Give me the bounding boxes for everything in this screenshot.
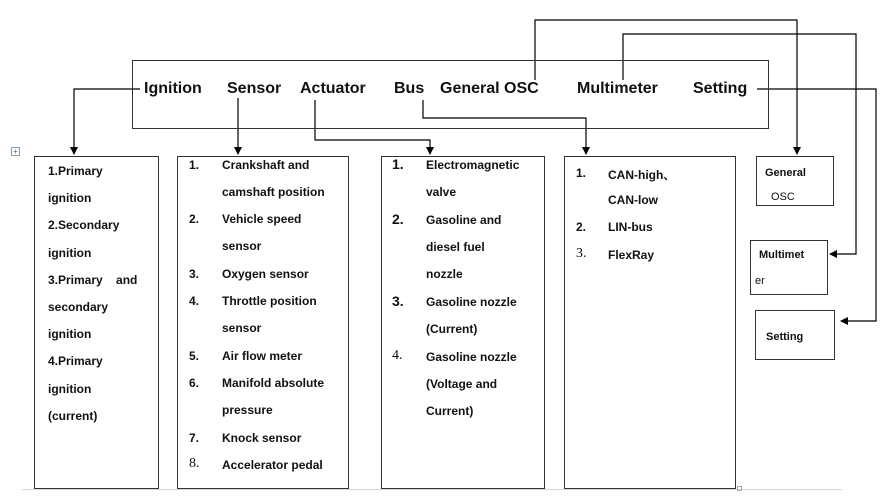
setting-label: Setting xyxy=(766,331,804,343)
item-text: Crankshaft and xyxy=(222,158,310,172)
item-number: 2. xyxy=(576,220,587,234)
item-number: 3. xyxy=(392,293,404,309)
menu-general-osc[interactable]: General OSC xyxy=(440,80,539,97)
ignition-line: ignition xyxy=(48,245,92,260)
item-text: pressure xyxy=(222,403,273,417)
ignition-line: 3.Primary and xyxy=(48,272,138,287)
item-text: Gasoline nozzle xyxy=(426,295,517,309)
ignition-line: 1.Primary xyxy=(48,164,103,178)
menu-ignition[interactable]: Ignition xyxy=(144,80,202,97)
item-text: camshaft position xyxy=(222,185,325,199)
ignition-line: ignition xyxy=(48,381,92,396)
item-text: CAN-low xyxy=(608,193,658,207)
item-text: sensor xyxy=(222,321,262,335)
item-number: 2. xyxy=(392,211,404,227)
item-text: Current) xyxy=(426,404,474,418)
general-osc-line1: General xyxy=(765,167,806,179)
item-text: diesel fuel xyxy=(426,240,485,254)
item-text: Air flow meter xyxy=(222,349,303,363)
ignition-line: 4.Primary xyxy=(48,354,103,369)
arrow-ignition xyxy=(74,89,140,154)
setting-box[interactable] xyxy=(755,310,835,360)
item-number: 7. xyxy=(189,431,200,445)
page-bottom-rule xyxy=(22,489,842,490)
item-number: 1. xyxy=(392,156,404,172)
menu-setting[interactable]: Setting xyxy=(693,80,748,97)
item-number: 4. xyxy=(392,348,403,363)
item-number: 3. xyxy=(576,246,587,261)
item-text: (Voltage and xyxy=(426,377,498,391)
multimeter-line1: Multimet xyxy=(759,249,805,261)
item-text: Gasoline nozzle xyxy=(426,350,517,364)
ignition-list xyxy=(48,158,137,430)
multimeter-line2: er xyxy=(755,275,765,287)
resize-handle[interactable] xyxy=(737,486,742,491)
item-text: valve xyxy=(426,185,457,199)
ignition-line: (current) xyxy=(48,408,98,423)
menu-sensor[interactable]: Sensor xyxy=(227,80,282,97)
item-text: sensor xyxy=(222,239,262,253)
item-number: 1. xyxy=(189,158,200,172)
item-text: Manifold absolute xyxy=(222,376,324,390)
table-anchor-icon[interactable]: + xyxy=(11,147,20,156)
item-text: Throttle position xyxy=(222,294,317,308)
item-text: CAN-high、 xyxy=(608,168,676,182)
item-number: 2. xyxy=(189,212,200,226)
item-number: 5. xyxy=(189,349,200,363)
item-text: Electromagnetic xyxy=(426,158,520,172)
item-text: Oxygen sensor xyxy=(222,267,309,281)
ignition-line: ignition xyxy=(48,191,92,206)
menu-multimeter[interactable]: Multimeter xyxy=(577,80,658,97)
item-text: LIN-bus xyxy=(608,220,653,234)
ignition-line: 2.Secondary xyxy=(48,218,120,233)
item-text: Accelerator pedal xyxy=(222,458,323,472)
ignition-line: secondary xyxy=(48,300,109,315)
item-text: (Current) xyxy=(426,322,478,336)
menu-bus[interactable]: Bus xyxy=(394,80,425,97)
item-text: Gasoline and xyxy=(426,213,502,227)
general-osc-line2: OSC xyxy=(771,191,795,203)
general-osc-box[interactable] xyxy=(756,156,834,206)
item-number: 6. xyxy=(189,376,200,390)
item-text: Vehicle speed xyxy=(222,212,302,226)
item-number: 3. xyxy=(189,267,200,281)
item-number: 4. xyxy=(189,294,200,308)
item-text: Knock sensor xyxy=(222,431,302,445)
menu-actuator[interactable]: Actuator xyxy=(300,80,366,97)
item-text: FlexRay xyxy=(608,248,655,262)
multimeter-box[interactable] xyxy=(750,240,828,295)
item-number: 8. xyxy=(189,456,200,471)
item-text: nozzle xyxy=(426,267,463,281)
item-number: 1. xyxy=(576,166,587,180)
ignition-line: ignition xyxy=(48,327,92,342)
